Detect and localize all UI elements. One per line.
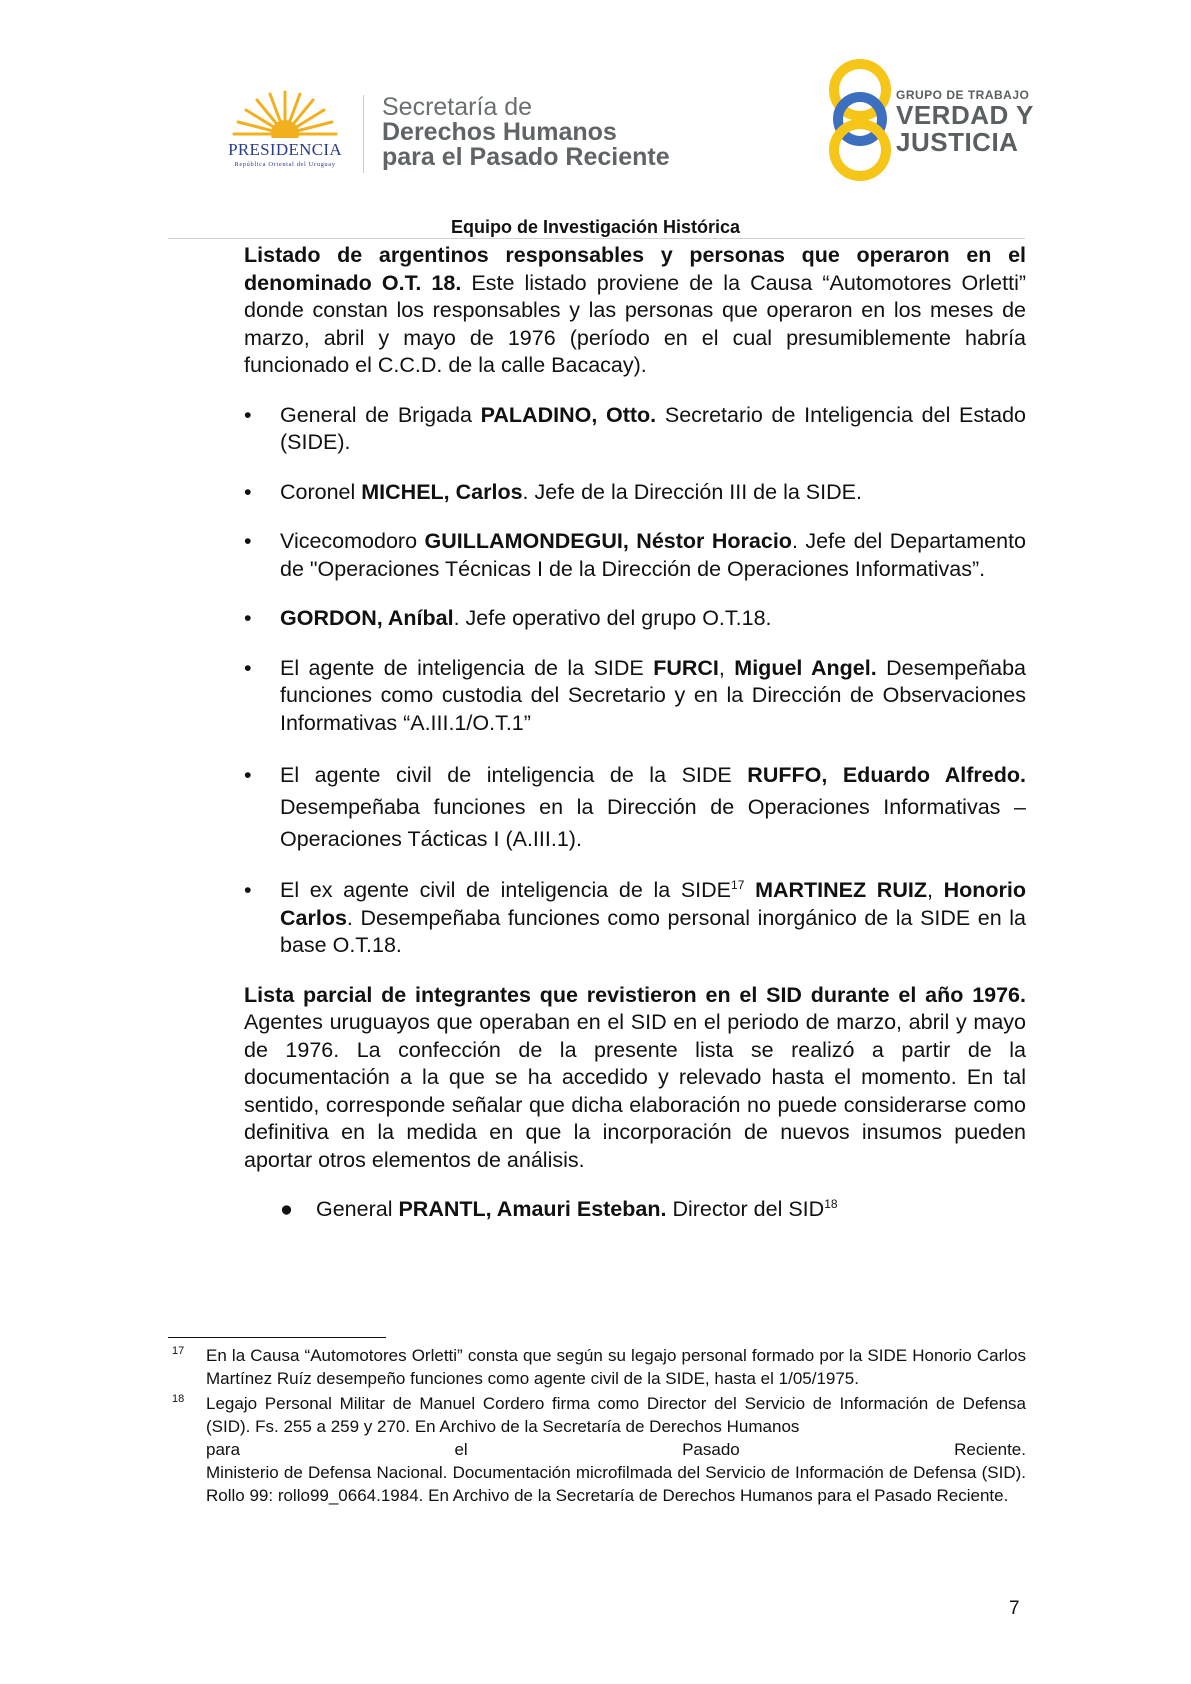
intro-heading: Listado de argentinos responsables y personas que operaron en el denominado O.T. 18. <box>244 243 1026 295</box>
item-text: Desempeñaba funciones como custodia del Secretario y en la Dirección de Observaciones Informativas “A.III.1/O.T.1” <box>280 655 1026 735</box>
footnote-word: el <box>454 1440 468 1459</box>
list-item <box>244 528 1026 583</box>
list-item <box>244 655 1026 738</box>
footnote-text-spread <box>206 1438 1026 1461</box>
presidencia-sublabel: República Oriental del Uruguay <box>234 161 336 168</box>
person-name: MICHEL, Carlos <box>361 479 523 504</box>
section2-paragraph <box>244 982 1026 1175</box>
person-name: PRANTL, Amauri Esteban. <box>398 1197 667 1221</box>
team-title: Equipo de Investigación Histórica <box>450 217 741 237</box>
verdad-justicia-text <box>896 88 1034 156</box>
list-item <box>244 759 1026 855</box>
list-item <box>244 479 1026 507</box>
list-item <box>244 877 1026 960</box>
list-item <box>244 605 1026 633</box>
page-header <box>0 0 1191 250</box>
item-text: . Jefe de la Dirección III de la SIDE. <box>522 479 862 504</box>
footnote-text: En la Causa “Automotores Orletti” consta que según su legajo personal formado por la SIDE Honorio Carlos Martínez Ruíz desempeño funciones como agente civil de la SIDE, hasta el 1/05/1975. <box>206 1346 1026 1388</box>
presidencia-label: PRESIDENCIA <box>228 140 342 159</box>
secretaria-line3: para el Pasado Reciente <box>382 143 670 171</box>
item-text: General de Brigada <box>280 402 481 427</box>
page-number: 7 <box>1009 1598 1020 1619</box>
footnote-text: Legajo Personal Militar de Manuel Cordero firma como Director del Servicio de Información de Defensa (SID). Fs. 255 a 259 y 270. En Archivo de la Secretaría de Derechos Humanos <box>206 1394 1026 1436</box>
footnote-word: para <box>206 1440 241 1459</box>
footnote-text: Ministerio de Defensa Nacional. Documentación microfilmada del Servicio de Información de Defensa (SID). Rollo 99: rollo99_0664.1984. En Archivo de la Secretaría de Derechos Humanos para el Pasado Reciente. <box>206 1463 1026 1505</box>
footnote <box>168 1344 1026 1390</box>
bullet: • <box>244 878 252 902</box>
item-text: Secretario de Inteligencia del Estado (SIDE). <box>280 402 1026 454</box>
item-text: . Jefe del Departamento de "Operaciones Técnicas I de la Dirección de Operaciones Informativas”. <box>280 529 1027 581</box>
list-item <box>244 402 1026 457</box>
justicia-label: JUSTICIA <box>896 127 1019 157</box>
person-name: GORDON, Aníbal <box>280 606 454 630</box>
item-text: El agente civil de inteligencia de la SIDE <box>280 763 748 787</box>
item-text: General <box>316 1197 399 1221</box>
intro-text: Este listado proviene de la Causa “Automotores Orletti” donde constan los responsables y las personas que operaron en los meses de marzo, abril y mayo de 1976 (período en el cual presumiblemente habría funcionado el C.C.D. de la calle Bacacay). <box>244 270 1027 377</box>
presidencia-logo <box>200 88 370 176</box>
bullet: • <box>244 479 252 504</box>
bullet: • <box>244 529 252 553</box>
sun-emblem-icon <box>220 88 350 138</box>
person-name: RUFFO, Eduardo Alfredo. <box>747 763 1027 787</box>
footnote-number: 17 <box>172 1345 185 1357</box>
footnote-ref: 17 <box>731 877 745 892</box>
footnote-word: Reciente. <box>954 1440 1026 1459</box>
item-text: , <box>926 878 944 902</box>
grupo-label: GRUPO DE TRABAJO <box>896 88 1030 102</box>
footnote-separator <box>168 1337 386 1338</box>
bullet: • <box>244 655 252 680</box>
secretaria-logo-text <box>382 95 670 170</box>
bullet: • <box>244 763 252 787</box>
person-name: MARTINEZ RUIZ <box>755 878 927 902</box>
person-name: FURCI <box>653 655 719 680</box>
secretaria-line2: Derechos Humanos <box>382 118 617 146</box>
section2-heading: Lista parcial de integrantes que revistieron en el SID durante el año 1976. <box>244 982 1026 1007</box>
logo-divider <box>363 95 364 173</box>
intro-paragraph <box>244 242 1026 380</box>
item-text: El ex agente civil de inteligencia de la SIDE <box>280 878 732 902</box>
section2-text: Agentes uruguayos que operaban en el SID en el periodo de marzo, abril y mayo de 1976. La confección de la presente lista se realizó a partir de la documentación a la que se ha accedido y relevado hasta el momento. En tal sentido, corresponde señalar que dicha elaboración no puede considerarse como definitiva en la medida en que la incorporación de nuevos insumos pueden aportar otros elementos de análisis. <box>244 1010 1026 1172</box>
verdad-label: VERDAD Y <box>896 100 1034 130</box>
person-name: GUILLAMONDEGUI, Néstor Horacio <box>424 529 792 553</box>
person-name: Miguel Angel. <box>734 655 877 680</box>
item-text: Vicecomodoro <box>280 529 425 553</box>
list-item <box>244 1196 1026 1224</box>
item-text: . Jefe operativo del grupo O.T.18. <box>453 606 772 630</box>
bullet: • <box>244 402 252 427</box>
header-rule <box>168 238 1025 239</box>
bullet: ● <box>280 1197 293 1221</box>
item-text: Desempeñaba funciones en la Dirección de Operaciones Informativas –Operaciones Tácticas I (A.III.1). <box>280 795 1026 851</box>
person-name: PALADINO, Otto. <box>480 402 657 427</box>
item-text: Coronel <box>280 479 362 504</box>
bullet: • <box>244 606 252 630</box>
footnote-ref: 18 <box>824 1196 838 1211</box>
secretaria-line1: Secretaría de <box>382 93 533 121</box>
footnote-word: Pasado <box>682 1440 740 1459</box>
item-text: El agente de inteligencia de la SIDE <box>280 655 654 680</box>
person-name: Honorio Carlos <box>280 878 1026 930</box>
footnote <box>168 1392 1026 1507</box>
item-text: Director del SID <box>666 1197 825 1221</box>
item-text <box>744 878 755 902</box>
item-text: . Desempeñaba funciones como personal inorgánico de la SIDE en la base O.T.18. <box>280 905 1026 957</box>
footnote-number: 18 <box>172 1393 185 1405</box>
item-text: , <box>718 655 735 680</box>
document-body <box>244 242 1026 1224</box>
footnotes <box>168 1344 1026 1509</box>
